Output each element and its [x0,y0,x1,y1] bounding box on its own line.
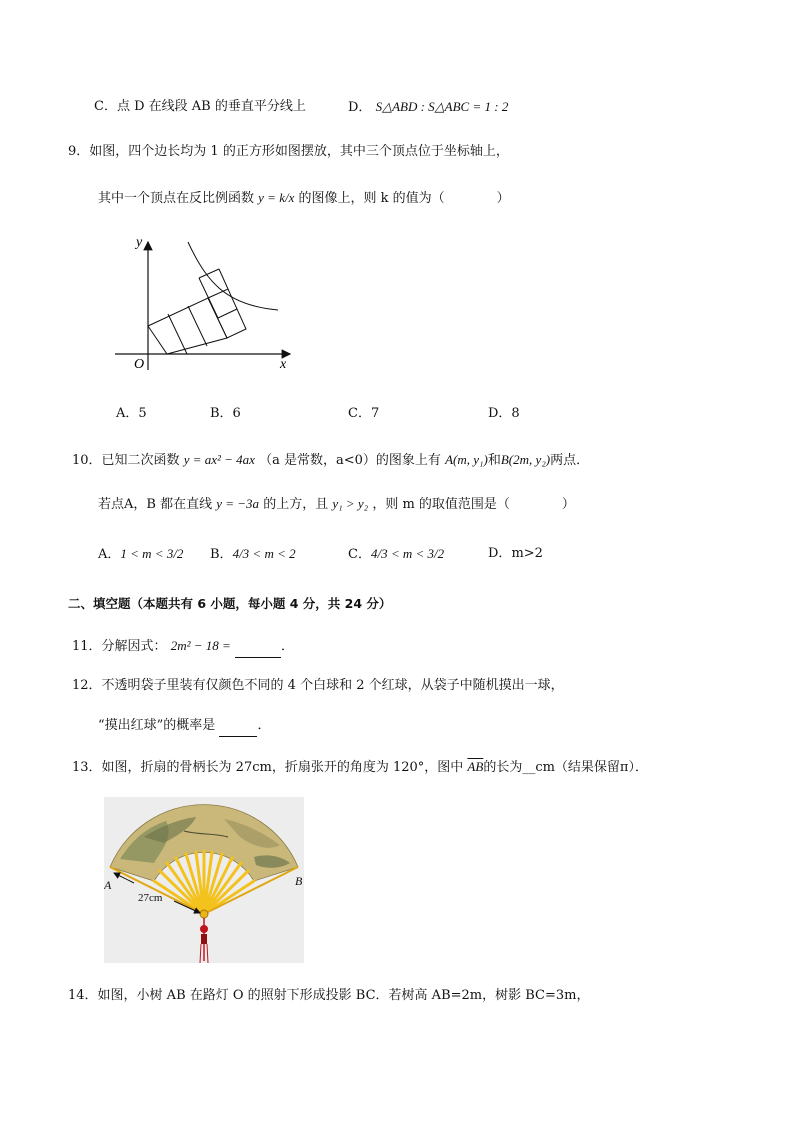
q10-point-b: B(2m, y₂) [500,452,551,467]
q13-arc-label: $\overline{AB}$ [467,759,484,774]
q14-line: 14．如图，小树 AB 在路灯 O 的照射下形成投影 BC．若树高 AB=2m，树影 BC=3m， [68,988,590,1003]
q9-y-label: y [136,235,143,250]
q10-line-eq: y = −3a [216,496,260,511]
q13-line: 13．如图，折扇的骨柄长为 27cm，折扇张开的角度为 120°，图中 $\overline{AB}$的长为__cm（结果保留π）． [72,759,648,775]
q12-answer-blank[interactable] [219,716,257,737]
q10-ineq: y₁ > y₂ [332,496,369,511]
q10-option-d: D．m>2 [488,546,543,561]
q11: 11．分解因式： 2m² − 18 = ． [72,636,294,658]
q9-x-label: x [280,357,287,372]
q13-label-a: A [104,878,112,892]
q9-option-c: C．7 [348,406,380,421]
q10-option-c: C．4/3 < m < 3/2 [348,546,445,562]
q9-origin-label: O [134,357,145,372]
q9-option-b: B．6 [210,406,241,421]
q9-option-d: D．8 [488,406,520,421]
q9-line1: 9．如图，四个边长均为 1 的正方形如图摆放，其中三个顶点位于坐标轴上， [68,144,509,159]
q8-option-d-math: S△ABD : S△ABC = 1 : 2 [375,99,509,114]
q9-option-a: A．5 [116,406,147,421]
q12-line1: 12．不透明袋子里装有仅颜色不同的 4 个白球和 2 个红球，从袋子中随机摸出一球， [72,678,564,693]
q9-line2: 其中一个顶点在反比例函数 y = k/x 的图像上，则 k 的值为（ ） [98,190,510,206]
q13-label-b: B [295,874,303,888]
q12-line2: “摸出红球”的概率是 ． [98,716,270,737]
q8-option-d: D． S△ABD : S△ABC = 1 : 2 [348,99,509,115]
q10-line1: 10．已知二次函数 y = ax² − 4ax （a 是常数，a<0）的图象上有 A(m, y₁)和B(2m, y₂)两点． [72,452,590,468]
q8-option-c: C．点 D 在线段 AB 的垂直平分线上 [94,99,306,114]
q10-line2: 若点A，B 都在直线 y = −3a 的上方，且 y₁ > y₂ ，则 m 的取值范围是（ ） [98,496,575,512]
q11-answer-blank[interactable] [235,637,281,658]
q11-expr: 2m² − 18 = [170,638,231,653]
q10-function: y = ax² − 4ax [183,452,255,467]
section2-heading: 二、填空题（本题共有 6 小题，每小题 4 分，共 24 分） [68,596,392,611]
q10-option-b: B．4/3 < m < 2 [210,546,296,562]
q13-length-label: 27cm [138,892,163,904]
q10-point-a: A(m, y₁) [445,452,488,467]
q9-graph [110,230,300,375]
q9-function: y = k/x [258,190,295,205]
q10-option-a: A．1 < m < 3/2 [98,546,184,562]
q13-fan-figure [104,797,304,963]
